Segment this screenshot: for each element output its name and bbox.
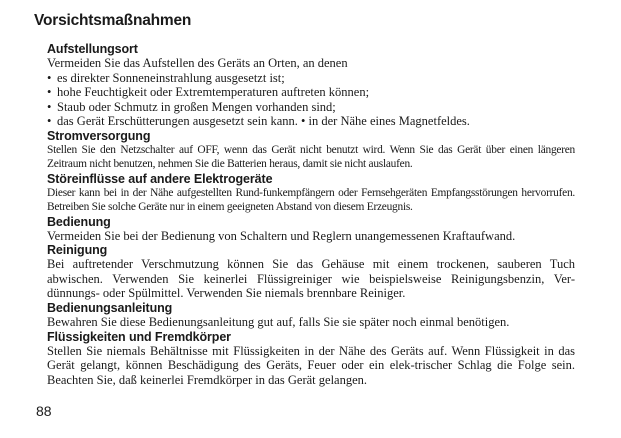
section-fluessigkeiten [47,330,575,388]
page-number: 88 [36,403,52,419]
section-heading: Bedienungsanleitung [47,300,173,315]
content-body [47,42,575,387]
page-title: Vorsichtsmaßnahmen [34,12,192,29]
section-bedienungsanleitung [47,301,575,330]
section-heading: Aufstellungsort [47,42,138,56]
bullet-icon: • [47,114,52,129]
section-text: Vermeiden Sie bei der Bedienung von Schaltern und Reglern unangemessenen Kraftaufwand. [47,228,516,243]
bullet-icon: • [47,70,52,85]
list-item: • das Gerät Erschütterungen ausgesetzt sein kann. • in der Nähe eines Magnetfeldes. [47,114,470,129]
section-text: Stellen Sie den Netzschalter auf OFF, wenn das Gerät nicht benutzt wird. Wenn Sie das Gerät über einen längeren Zeitraum nicht benutzen, nehmen Sie die Batterien heraus, damit sie nicht auslaufen. [47,143,575,171]
section-heading: Reinigung [47,243,108,258]
section-heading: Flüssigkeiten und Fremdkörper [47,329,231,344]
section-bedienung [47,215,575,244]
list-item: • Staub oder Schmutz in großen Mengen vorhanden sind; [47,99,336,114]
section-intro: Vermeiden Sie das Aufstellen des Geräts an Orten, an denen [47,56,348,70]
section-text: Bewahren Sie diese Bedienungsanleitung gut auf, falls Sie sie später noch einmal benötigen. [47,314,510,329]
bullet-list [47,71,575,129]
section-text: Dieser kann bei in der Nähe aufgestellten Rund-funkempfängern oder Fernsehgeräten Empfangsstörungen hervorrufen. Betreiben Sie solche Geräte nur in einem geeigneten Abstand von diesem Erzeugnis. [47,186,575,214]
section-text: Bei auftretender Verschmutzung können Sie das Gehäuse mit einem trockenen, sauberen Tuch abwischen. Verwenden Sie keinerlei Flüssigreiniger wie beispielsweise Reinigungsbenzin, Ver-dünnungs- oder Spülmittel. Verwenden Sie niemals brennbare Reiniger. [47,257,575,301]
list-item: • es direkter Sonneneinstrahlung ausgesetzt ist; [47,70,285,85]
section-heading: Stromversorgung [47,128,151,143]
section-heading: Störeinflüsse auf andere Elektrogeräte [47,171,273,186]
section-reinigung [47,243,575,301]
bullet-icon: • [47,85,52,100]
section-stoereinfluesse [47,172,575,215]
bullet-icon: • [47,99,52,114]
section-text: Stellen Sie niemals Behältnisse mit Flüssigkeiten in der Nähe des Geräts auf. Wenn Flüssigkeit in das Gerät gelangt, können Beschädigung des Geräts, Feuer oder ein elek-trischer Schlag die Folge sein. Beachten Sie, daß keinerlei Fremdkörper in das Gerät gelangen. [47,343,575,387]
list-item: • hohe Feuchtigkeit oder Extremtemperaturen auftreten können; [47,85,370,100]
section-aufstellungsort [47,42,575,129]
section-heading: Bedienung [47,214,111,229]
section-stromversorgung [47,129,575,172]
